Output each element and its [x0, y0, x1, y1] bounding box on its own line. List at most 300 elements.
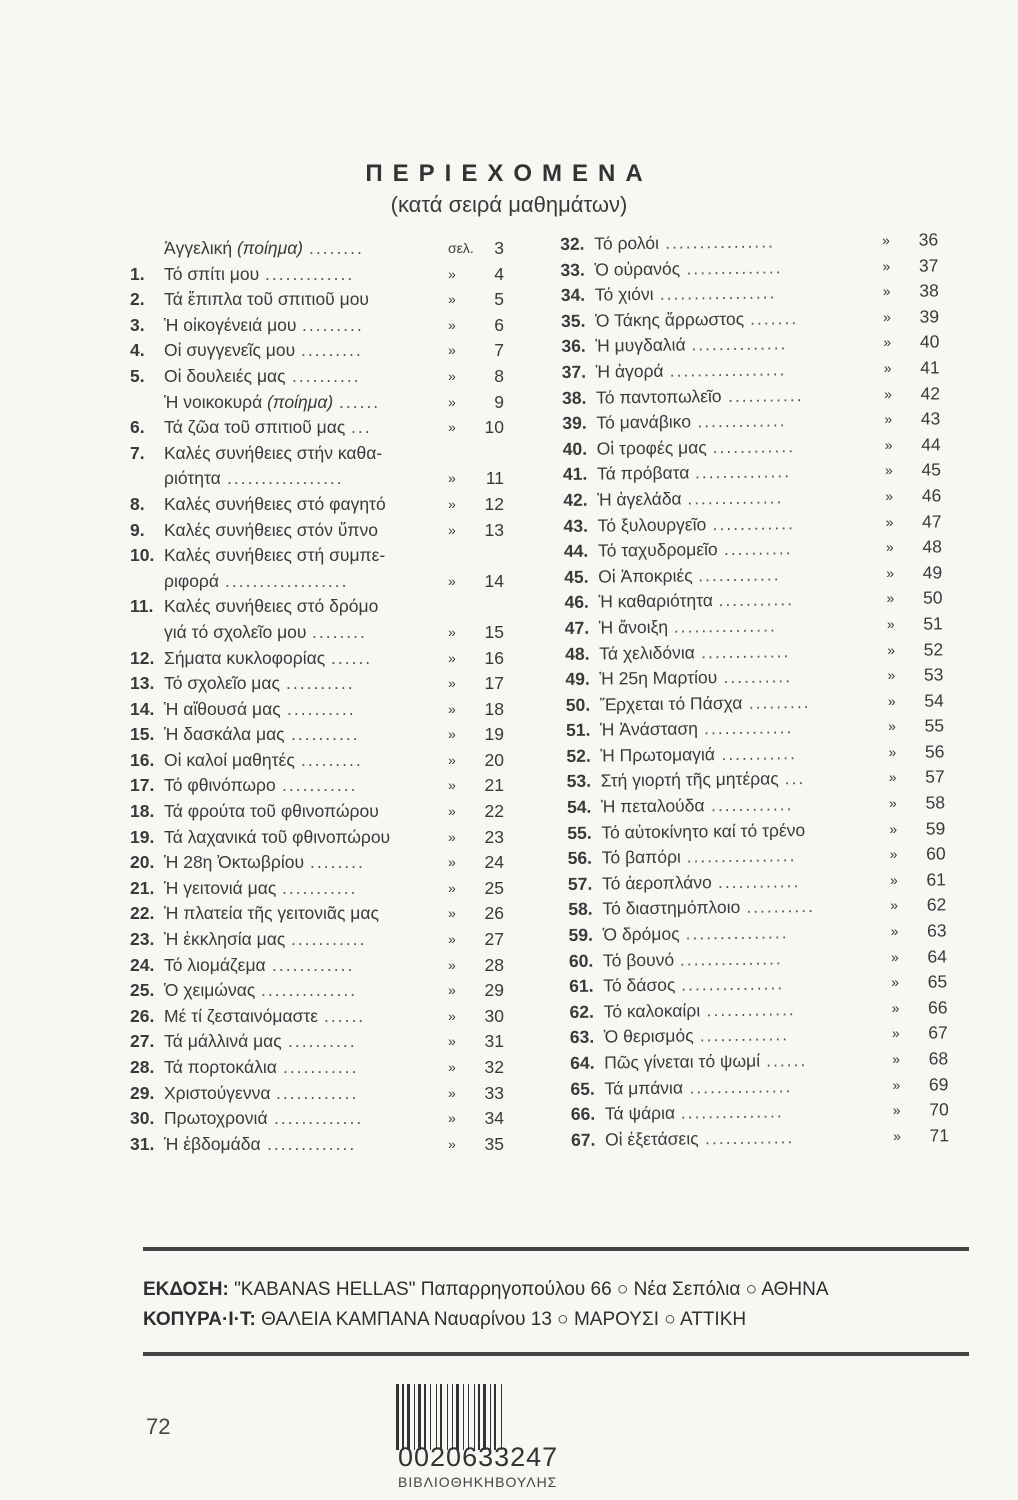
entry-page-mark: »	[892, 1127, 901, 1144]
entry-number: 54.	[566, 796, 592, 818]
entry-page-mark: »	[883, 385, 892, 402]
entry-title-text: Τά ψάρια	[604, 1102, 676, 1124]
entry-title	[164, 1081, 270, 1107]
entry-title-text: Καλές συνήθειες στό δρόμο	[164, 596, 379, 617]
entry-page: 71	[929, 1125, 950, 1146]
entry-number: 25.	[130, 980, 155, 1001]
barcode-bar	[440, 1384, 442, 1450]
entry-number: 11.	[130, 596, 154, 617]
entry-number: 1.	[130, 263, 145, 284]
entry-title-text: Τό βαπόρι	[601, 846, 681, 868]
entry-number: 53.	[566, 771, 592, 792]
entry-title	[164, 876, 276, 902]
entry-page-mark: »	[885, 487, 894, 504]
entry-title	[164, 518, 378, 544]
entry-number: 10.	[130, 545, 155, 566]
entry-page-mark: »	[888, 794, 897, 812]
library-stamp: ΒΙΒΛΙΟΘΗΚΗΒΟΥΛΗΣ	[398, 1474, 558, 1490]
entry-number: 19.	[130, 826, 155, 847]
toc-entry	[130, 1081, 510, 1107]
entry-leader-dots: ............	[276, 1082, 359, 1103]
entry-page-mark: »	[448, 931, 456, 948]
entry-leader-dots: .............	[699, 1024, 790, 1046]
entry-page: 20	[484, 749, 504, 770]
entry-number: 58.	[568, 899, 593, 920]
entry-leader-dots: .........	[301, 749, 363, 770]
entry-page-mark: »	[889, 846, 898, 863]
entry-title	[595, 282, 654, 308]
entry-page: 65	[927, 971, 948, 992]
entry-page: 54	[924, 690, 944, 711]
entry-leader-dots: ...........	[282, 877, 358, 898]
entry-page: 59	[925, 817, 946, 839]
entry-leader-dots: ...............	[689, 1075, 793, 1098]
entry-number: 17.	[130, 775, 155, 796]
entry-title	[601, 793, 705, 820]
entry-number: 42.	[563, 489, 588, 510]
entry-title	[604, 1075, 683, 1102]
entry-title-text: Πρωτοχρονιά	[164, 1108, 268, 1129]
entry-page-mark: »	[448, 854, 456, 871]
entry-page: 25	[484, 877, 504, 898]
toc-entry	[130, 1029, 510, 1055]
entry-leader-dots: ..........	[288, 1031, 357, 1052]
entry-leader-dots: .........	[302, 314, 364, 335]
entry-number: 39.	[562, 412, 587, 434]
entry-title-text: Ἡ ἀγορά	[595, 360, 664, 382]
entry-title	[164, 722, 285, 748]
entry-page-mark: »	[448, 1135, 456, 1152]
toc-entry	[130, 441, 510, 467]
entry-page: 24	[484, 852, 504, 873]
entry-number: 38.	[561, 387, 587, 408]
entry-page: 63	[926, 920, 947, 941]
entry-page: 45	[921, 459, 942, 480]
entry-title-text: Οἱ συγγενεῖς μου	[164, 340, 296, 361]
entry-number: 35.	[560, 310, 586, 331]
toc-entry	[130, 876, 510, 902]
entry-page-mark: »	[890, 948, 899, 965]
entry-number: 8.	[130, 493, 145, 514]
entry-page: 53	[923, 664, 944, 685]
entry-leader-dots: ...............	[685, 922, 789, 944]
toc-entry	[130, 390, 510, 416]
entry-title-text: Τό ρολόι	[594, 232, 660, 254]
entry-title-text: Μέ τί ζεσταινόμαστε	[164, 1005, 319, 1026]
entry-page: 26	[484, 903, 504, 924]
toc-entry	[130, 953, 510, 979]
page-title: ΠΕΡΙΕΧΟΜΕΝΑ	[365, 160, 653, 187]
entry-number: 52.	[566, 745, 591, 766]
toc-entry	[130, 415, 510, 441]
edition-label: ΕΚΔΟΣΗ:	[143, 1279, 229, 1300]
entry-page: 19	[484, 724, 504, 745]
entry-title	[597, 512, 706, 539]
toc-entry	[130, 1055, 510, 1081]
entry-page: 21	[484, 775, 504, 796]
entry-title	[164, 466, 221, 492]
entry-title	[164, 646, 325, 672]
entry-page-mark: »	[448, 751, 456, 768]
entry-number: 32.	[560, 233, 585, 254]
entry-page: 30	[484, 1005, 504, 1026]
entry-page: 51	[923, 613, 943, 634]
edition-text: "KABANAS HELLAS" Παπαρρηγοπούλου 66 ○ Νέα Σεπόλια ○ ΑΘΗΝΑ	[234, 1279, 829, 1300]
entry-page-mark: »	[884, 411, 893, 428]
entry-title-text: Καλές συνήθειες στήν καθα-	[164, 442, 383, 463]
entry-title-text: Ἡ ἐκκλησία μας	[164, 929, 286, 950]
entry-title-text: Τό δάσος	[603, 974, 676, 996]
toc-entry	[130, 722, 510, 748]
entry-title	[603, 973, 675, 999]
barcode-bar	[407, 1384, 410, 1450]
entry-title	[603, 998, 700, 1025]
entry-page: 52	[923, 638, 944, 660]
entry-page-mark: »	[890, 897, 899, 914]
entry-number: 63.	[569, 1027, 595, 1048]
entry-title	[599, 665, 717, 692]
entry-number: 57.	[567, 873, 593, 894]
entry-title-text: Τό αὐτοκίνητο καί τό τρένο	[601, 819, 806, 843]
entry-page: 39	[919, 306, 940, 327]
entry-number: 59.	[568, 924, 594, 945]
entry-title	[164, 441, 382, 467]
entry-title-text: Ἡ Πρωτομαγιά	[600, 744, 716, 766]
entry-title-text: Τό βουνό	[602, 949, 675, 971]
entry-leader-dots: ...........	[721, 743, 797, 764]
entry-leader-dots: ........	[309, 238, 364, 258]
toc-entry	[130, 492, 510, 518]
entry-number: 46.	[564, 591, 589, 613]
entry-title-text: Καλές συνήθειες στή συμπε-	[164, 545, 386, 566]
entry-title	[596, 384, 722, 411]
entry-page: 57	[925, 766, 945, 788]
toc-entry	[130, 594, 510, 620]
entry-page-mark: »	[448, 726, 456, 743]
entry-title	[600, 742, 715, 769]
entry-page: 22	[484, 801, 504, 822]
entry-title-text: Ἡ 25η Μαρτίου	[599, 667, 718, 689]
entry-leader-dots: ......	[766, 1050, 808, 1071]
entry-title	[164, 901, 379, 927]
entry-title	[164, 543, 385, 569]
entry-page: 28	[484, 954, 504, 975]
entry-title-text: Τό φθινόπωρο	[164, 775, 276, 796]
toc-entry	[130, 1004, 510, 1030]
entry-title-text: Οἱ τροφές μας	[596, 436, 707, 459]
entry-number: 24.	[130, 954, 155, 975]
entry-leader-dots: .................	[659, 282, 777, 304]
entry-number: 30.	[130, 1108, 155, 1129]
entry-page-mark: »	[448, 367, 456, 384]
entry-page-mark: »	[885, 513, 894, 530]
entry-title	[164, 569, 219, 595]
barcode-bar	[474, 1384, 475, 1450]
entry-leader-dots: ...........	[727, 384, 804, 406]
entry-title	[164, 594, 378, 620]
barcode-bar	[468, 1384, 469, 1450]
entry-page-mark: »	[448, 905, 456, 922]
entry-page-mark: »	[448, 700, 456, 717]
entry-page: 66	[927, 997, 948, 1018]
barcode-bar	[430, 1384, 431, 1450]
entry-title-text: Τά μπάνια	[604, 1077, 684, 1099]
entry-title	[597, 461, 690, 488]
entry-title	[602, 895, 740, 922]
entry-page: 64	[927, 945, 947, 967]
entry-page-mark: »	[892, 1102, 901, 1119]
toc-entry	[130, 236, 510, 262]
entry-page-mark: »	[889, 820, 898, 837]
entry-number: 9.	[130, 519, 145, 540]
entry-leader-dots: .............	[274, 1108, 364, 1129]
entry-title-text: Οἱ δουλειές μας	[164, 365, 286, 386]
entry-number: 41.	[562, 464, 588, 485]
entry-page: 31	[484, 1031, 504, 1052]
entry-title-text: Ἡ πλατεία τῆς γειτονιᾶς μας	[164, 903, 379, 924]
entry-page: 43	[920, 408, 941, 429]
entry-page: 29	[484, 980, 504, 1001]
entry-title	[604, 1024, 694, 1051]
entry-page-mark: »	[892, 1076, 901, 1093]
entry-page-mark: »	[448, 1033, 456, 1050]
entry-title-text: Ἡ Ἀνάσταση	[599, 718, 699, 740]
entry-title	[164, 697, 281, 723]
entry-leader-dots: .............	[697, 410, 787, 432]
entry-page: 32	[484, 1057, 504, 1077]
entry-title-text: Ἡ οἰκογένειά μου	[164, 314, 297, 335]
entry-title-text: Τό ξυλουργεῖο	[597, 513, 707, 536]
entry-page-mark: »	[448, 803, 456, 820]
entry-leader-dots: .............	[706, 998, 796, 1021]
entry-title-text: Τό διαστημόπλοιο	[602, 897, 741, 919]
entry-leader-dots: ...........	[291, 929, 367, 950]
entry-title	[604, 1049, 760, 1076]
entry-leader-dots: ................	[686, 845, 797, 867]
entry-page: 58	[925, 792, 946, 813]
entry-leader-dots: ............	[698, 564, 781, 586]
copyright-line	[143, 1309, 746, 1331]
entry-page-mark: »	[891, 999, 900, 1016]
barcode-bar	[402, 1384, 404, 1450]
toc-entry	[130, 287, 510, 313]
entry-page-mark: »	[448, 777, 456, 794]
entry-page-mark: »	[448, 572, 456, 589]
entry-number: 66.	[570, 1103, 596, 1125]
entry-leader-dots: ..................	[225, 570, 349, 591]
entry-number: 23.	[130, 929, 155, 950]
entry-title	[599, 640, 695, 667]
entry-leader-dots: .............	[704, 1126, 795, 1149]
entry-page: 69	[928, 1073, 949, 1095]
entry-leader-dots: ...............	[679, 947, 783, 970]
entry-leader-dots: ...............	[680, 1101, 784, 1123]
entry-page-mark: »	[888, 769, 897, 786]
entry-page: 42	[920, 382, 941, 404]
entry-title	[598, 588, 713, 615]
entry-leader-dots: .................	[227, 468, 344, 489]
entry-page-mark: »	[448, 1007, 456, 1024]
toc-entry	[130, 518, 510, 544]
entry-title	[596, 410, 691, 437]
entry-title-text: Τά πρόβατα	[596, 462, 690, 484]
entry-title	[595, 333, 686, 360]
entry-title	[597, 486, 682, 513]
barcode-bar	[490, 1384, 491, 1450]
entry-title-text: Καλές συνήθειες στόν ὕπνο	[164, 519, 378, 540]
entry-leader-dots: ..............	[686, 256, 783, 279]
barcode-bar	[456, 1384, 459, 1450]
entry-title-text: Τά χελιδόνια	[599, 641, 695, 664]
entry-number: 33.	[560, 259, 585, 280]
entry-title-text: Τά πορτοκάλια	[164, 1057, 277, 1077]
entry-title	[602, 870, 712, 897]
entry-page: 6	[494, 314, 504, 335]
entry-title-text: Χριστούγεννα	[164, 1082, 271, 1103]
entry-title-text: Ἀγγελική	[164, 238, 237, 258]
toc-entry	[130, 927, 510, 953]
entry-title-text: Τό λιομάζεμα	[164, 954, 266, 975]
entry-page: 10	[484, 417, 504, 438]
entry-title-text: Ἡ ἀγελάδα	[597, 488, 682, 510]
entry-number: 64.	[570, 1052, 595, 1073]
entry-leader-dots: ............	[712, 512, 796, 534]
toc-entry	[130, 697, 510, 723]
entry-title	[164, 1055, 277, 1081]
entry-title	[164, 671, 280, 697]
entry-leader-dots: ..........	[723, 666, 793, 688]
entry-page-mark: »	[885, 539, 894, 556]
entry-number: 7.	[130, 442, 145, 463]
entry-leader-dots: ..............	[687, 487, 784, 509]
entry-page-mark: »	[448, 470, 456, 487]
entry-title-text: Ἡ ἄνοιξη	[598, 616, 669, 638]
entry-page: 23	[484, 826, 504, 847]
entry-page: 68	[928, 1048, 949, 1069]
entry-leader-dots: ..............	[691, 333, 788, 355]
toc-entry	[130, 799, 510, 825]
entry-number: 34.	[560, 284, 586, 306]
entry-leader-dots: .............	[701, 640, 791, 662]
entry-title	[164, 415, 345, 441]
entry-leader-dots: ...	[784, 768, 806, 789]
entry-page: 8	[494, 365, 504, 386]
entry-leader-dots: ................	[665, 231, 776, 253]
entry-page: 62	[926, 894, 947, 916]
entry-page-mark: »	[883, 359, 892, 377]
entry-title-text: Ἡ μυγδαλιά	[595, 334, 686, 356]
barcode	[396, 1384, 582, 1450]
entry-leader-dots: .................	[669, 359, 787, 381]
barcode-bar	[418, 1384, 421, 1450]
entry-page: 12	[484, 493, 504, 514]
entry-number: 36.	[561, 336, 586, 357]
entry-number: 20.	[130, 852, 155, 873]
entry-number: 12.	[130, 647, 155, 668]
barcode-bar	[478, 1384, 480, 1450]
entry-title-text: Ἡ δασκάλα μας	[164, 724, 285, 745]
entry-page: 46	[921, 485, 942, 506]
entry-page: 48	[922, 536, 942, 557]
entry-page: 15	[484, 621, 504, 642]
entry-number: 28.	[130, 1057, 155, 1077]
entry-title-note: (ποίημα)	[236, 238, 304, 258]
barcode-bar	[396, 1384, 399, 1450]
entry-title	[164, 1029, 282, 1055]
entry-title	[164, 1004, 318, 1030]
entry-page: 3	[494, 238, 504, 258]
toc-left-column	[130, 236, 510, 1157]
entry-page-mark: »	[448, 495, 456, 512]
entry-page: 41	[920, 357, 940, 378]
entry-title	[599, 615, 669, 641]
entry-title-text: Τό μανάβικο	[596, 411, 692, 433]
entry-title-text: Ἡ γειτονιά μας	[164, 877, 277, 898]
entry-leader-dots: ..........	[286, 673, 355, 694]
entry-page-mark: »	[882, 308, 891, 325]
entry-page-mark: »	[891, 1025, 900, 1042]
entry-leader-dots: ..........	[287, 698, 356, 719]
toc-entry	[130, 338, 510, 364]
entry-title-text: Τό παντοπωλεῖο	[595, 385, 722, 408]
toc-entry	[130, 825, 510, 851]
entry-page: 50	[922, 587, 943, 608]
barcode-bar	[436, 1384, 437, 1450]
entry-number: 47.	[564, 617, 590, 638]
entry-number: 51.	[565, 719, 591, 741]
entry-page: 33	[484, 1082, 504, 1103]
entry-title	[596, 435, 706, 462]
entry-title-text: Οἱ Ἀποκριές	[598, 565, 693, 587]
entry-title-text: γιά τό σχολεῖο μου	[164, 621, 307, 642]
barcode-bar	[501, 1384, 502, 1450]
entry-title	[164, 773, 276, 799]
entry-title-text: Ἡ καθαριότητα	[598, 590, 714, 612]
entry-title-text: Πῶς γίνεται τό ψωμί	[604, 1050, 761, 1073]
entry-page-mark: »	[448, 956, 456, 973]
entry-number: 50.	[565, 694, 591, 715]
entry-title	[602, 922, 679, 949]
entry-title-text: ριφορά	[164, 570, 219, 591]
entry-title	[164, 364, 286, 390]
entry-page: 16	[484, 647, 504, 668]
entry-page-mark: »	[889, 871, 898, 888]
entry-page-mark: »	[448, 649, 456, 666]
barcode-bar	[424, 1384, 426, 1450]
entry-title-text: Ἡ αἴθουσά μας	[164, 698, 281, 719]
entry-number: 27.	[130, 1031, 155, 1052]
entry-page-mark: σελ.	[448, 240, 474, 256]
entry-title	[164, 287, 369, 313]
entry-number: 5.	[130, 365, 145, 386]
entry-number: 3.	[130, 314, 145, 335]
entry-number: 60.	[568, 950, 594, 971]
entry-title-text: Ἡ νοικοκυρά	[164, 391, 268, 412]
entry-page: 70	[929, 1099, 949, 1120]
entry-number: 61.	[569, 975, 594, 997]
toc-entry	[130, 850, 510, 876]
entry-page: 14	[484, 570, 504, 591]
barcode-bar	[414, 1384, 415, 1450]
entry-title	[600, 717, 698, 744]
entry-page-mark: »	[448, 1084, 456, 1101]
entry-title	[605, 1126, 699, 1153]
entry-page-mark: »	[887, 718, 896, 735]
top-rule	[143, 1247, 969, 1251]
entry-leader-dots: ...........	[282, 775, 358, 796]
entry-page-mark: »	[882, 257, 891, 274]
entry-title	[600, 690, 743, 717]
